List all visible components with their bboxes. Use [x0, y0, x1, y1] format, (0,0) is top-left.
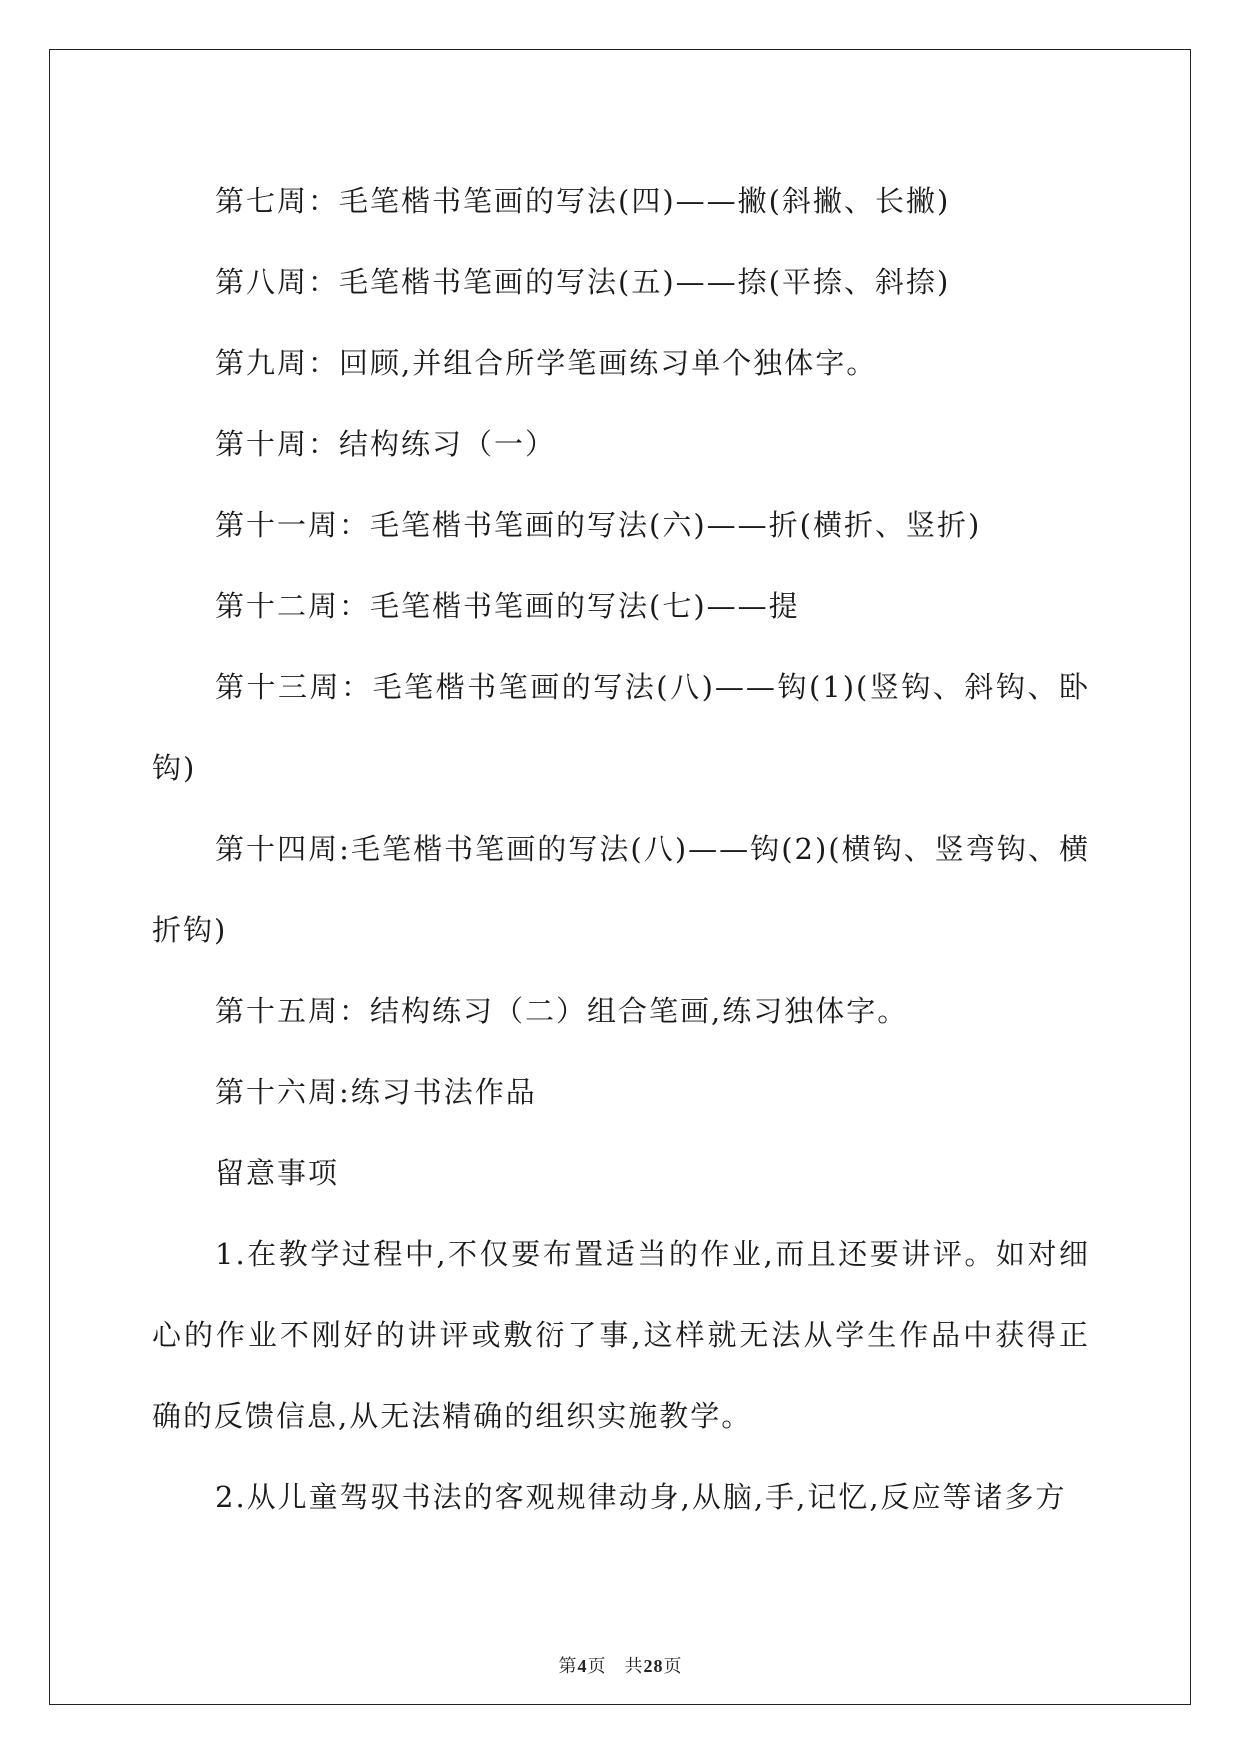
total-prefix: 共 [624, 1656, 644, 1677]
paragraph-note-1: 1.在教学过程中,不仅要布置适当的作业,而且还要讲评。如对细心的作业不刚好的讲评或敷衍了事,这样就无法从学生作品中获得正确的反馈信息,从无法精确的组织实施教学。 [152, 1237, 1090, 1433]
total-suffix: 页 [663, 1656, 683, 1677]
paragraph-week-12: 第十二周：毛笔楷书笔画的写法(七)——提 [215, 589, 800, 623]
page-number: 4 [577, 1656, 588, 1676]
paragraph-week-15: 第十五周：结构练习（二）组合笔画,练习独体字。 [215, 994, 909, 1028]
page-suffix: 页 [587, 1656, 607, 1677]
page-prefix: 第 [558, 1656, 578, 1677]
paragraph-note-2: 2.从儿童驾驭书法的客观规律动身,从脑,手,记忆,反应等诸多方 [215, 1480, 1067, 1514]
total-pages: 28 [643, 1656, 664, 1676]
paragraph-week-10: 第十周：结构练习（一） [215, 427, 557, 461]
paragraph-week-13: 第十三周：毛笔楷书笔画的写法(八)——钩(1)(竖钩、斜钩、卧钩) [152, 670, 1090, 785]
paragraph-week-11: 第十一周：毛笔楷书笔画的写法(六)——折(横折、竖折) [215, 508, 982, 542]
paragraph-week-8: 第八周：毛笔楷书笔画的写法(五)——捺(平捺、斜捺) [215, 265, 951, 299]
paragraph-week-7: 第七周：毛笔楷书笔画的写法(四)——撇(斜撇、长撇) [215, 184, 951, 218]
paragraph-week-14: 第十四周:毛笔楷书笔画的写法(八)——钩(2)(横钩、竖弯钩、横折钩) [152, 832, 1090, 947]
paragraph-week-16: 第十六周:练习书法作品 [215, 1075, 537, 1109]
paragraph-week-9: 第九周：回顾,并组合所学笔画练习单个独体字。 [215, 346, 878, 380]
section-heading-notes: 留意事项 [215, 1156, 340, 1190]
page-footer [0, 1652, 1241, 1678]
document-body [152, 161, 1090, 1538]
